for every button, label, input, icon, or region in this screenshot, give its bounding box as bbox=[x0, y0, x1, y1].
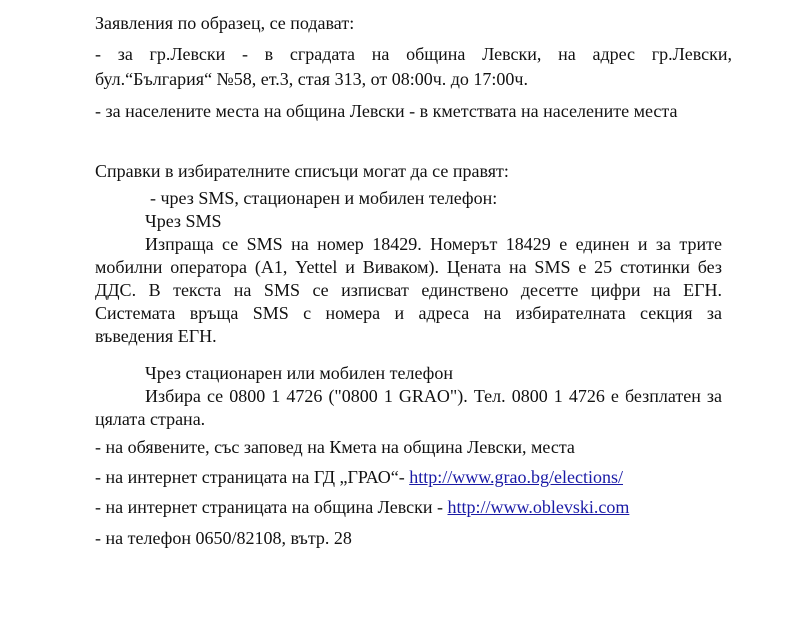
inquiry-sms-phone-intro: - чрез SMS, стационарен и мобилен телефон: bbox=[150, 188, 498, 208]
submit-heading: Заявления по образец, се подават: bbox=[95, 13, 355, 33]
inquiry-municipality-site bbox=[95, 496, 629, 518]
inquiry-mayor-order: - на обявените, със заповед на Кмета на община Левски, места bbox=[95, 437, 575, 457]
submit-item-levski-line1: - за гр.Левски - в сградата на община Левски, на адрес гр.Левски, bbox=[95, 44, 732, 64]
sms-title: Чрез SMS bbox=[145, 211, 222, 231]
submit-item-villages: - за населените места на община Левски - в кметствата на населените места bbox=[95, 101, 678, 121]
grao-site-label: - на интернет страницата на ГД „ГРАО“- bbox=[95, 467, 410, 487]
phone-paragraph-line1: Избира се 0800 1 4726 ("0800 1 GRAO"). Тел. 0800 1 4726 е безплатен за bbox=[145, 386, 722, 406]
municipality-site-label: - на интернет страницата на община Левски - bbox=[95, 497, 448, 517]
phone-title: Чрез стационарен или мобилен телефон bbox=[145, 363, 453, 383]
sms-paragraph-line1: Изпраща се SMS на номер 18429. Номерът 18429 е единен и за трите bbox=[145, 234, 722, 254]
sms-paragraph-line3: ДДС. В текста на SMS се изписват единствено десетте цифри на ЕГН. bbox=[95, 280, 722, 300]
inquiry-grao-site bbox=[95, 466, 623, 488]
submit-item-levski-line2: бул.“България“ №58, ет.3, стая 313, от 08:00ч. до 17:00ч. bbox=[95, 69, 528, 89]
sms-paragraph-line2: мобилни оператора (А1, Yettel и Виваком). Цената на SMS е 25 стотинки без bbox=[95, 257, 722, 277]
inquiry-phone-contact: - на телефон 0650/82108, вътр. 28 bbox=[95, 528, 352, 548]
sms-paragraph-line4: Системата връща SMS с номера и адреса на избирателната секция за bbox=[95, 303, 722, 323]
grao-elections-link[interactable]: http://www.grao.bg/elections/ bbox=[409, 467, 623, 487]
phone-paragraph-line2: цялата страна. bbox=[95, 409, 206, 429]
oblevski-link[interactable]: http://www.oblevski.com bbox=[447, 497, 630, 517]
sms-paragraph-line5: въведения ЕГН. bbox=[95, 326, 217, 346]
inquiry-heading: Справки в избирателните списъци могат да се правят: bbox=[95, 161, 509, 181]
